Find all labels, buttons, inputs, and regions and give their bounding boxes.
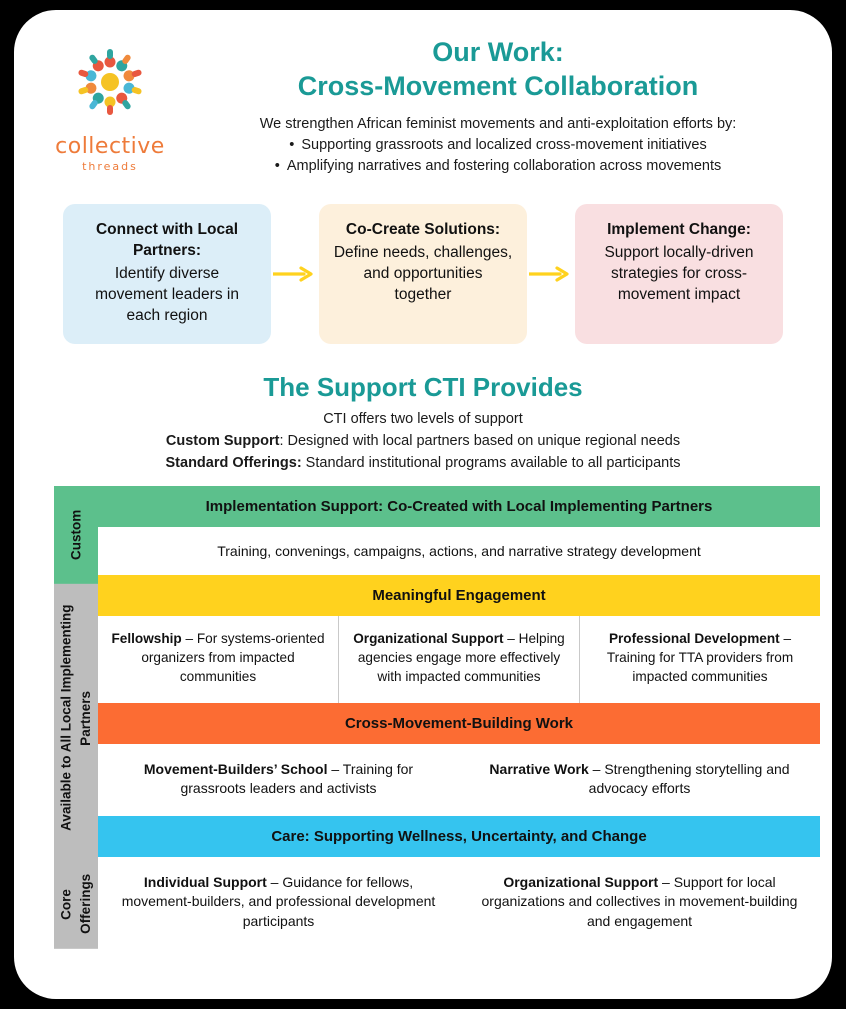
care-columns	[98, 857, 820, 949]
side-label-core-offerings: Core Offerings Available to All Local Implementing Partners	[54, 584, 98, 949]
band-care: Care: Supporting Wellness, Uncertainty, and Change	[98, 816, 820, 857]
arrow-right-icon	[527, 204, 575, 344]
offering-organizational-support-care: Organizational Support – Support for local organizations and collectives in movement-building and engagement	[481, 874, 798, 929]
flow-step-title: Implement Change:	[607, 221, 751, 238]
cross-movement-columns	[98, 744, 820, 817]
offering-narrative-work: Narrative Work – Strengthening storytelling and advocacy efforts	[489, 760, 790, 796]
support-sub-line2: Custom Support: Designed with local partners based on unique regional needs	[165, 432, 681, 449]
flow-step-implement	[575, 204, 783, 344]
flow-step-body: Identify diverse movement leaders in each region	[95, 264, 239, 324]
list-item: • Amplifying narratives and fostering collaboration across movements	[190, 156, 806, 178]
flow-step-title: Connect with Local Partners:	[95, 221, 239, 259]
offering-professional-development: Professional Development – Training for TTA providers from impacted communities	[606, 631, 794, 684]
band-cross-movement-building-work: Cross-Movement-Building Work	[98, 703, 820, 744]
flow-step-body: Define needs, challenges, and opportunities together	[333, 243, 513, 303]
flow-step-body: Support locally-driven strategies for cross-movement impact	[604, 243, 754, 303]
flow-step-connect	[63, 204, 271, 344]
page-title-line1: Our Work:	[432, 37, 564, 67]
logo	[40, 28, 180, 178]
poster-canvas	[14, 10, 832, 999]
support-sub-line3: Standard Offerings: Standard institutional programs available to all participants	[165, 454, 681, 471]
offering-movement-builders-school: Movement-Builders’ School – Training for grassroots leaders and activists	[143, 760, 414, 796]
logo-subtext: threads	[82, 160, 138, 173]
logo-wordmark: collective	[55, 134, 165, 159]
page-title-line2: Cross-Movement Collaboration	[297, 70, 699, 101]
offering-individual-support: Individual Support – Guidance for fellows, movement-builders, and professional development participants	[121, 874, 436, 929]
offering-fellowship: Fellowship – For systems-oriented organizers from impacted communities	[98, 616, 339, 702]
header	[14, 10, 832, 178]
header-bullets	[190, 135, 806, 179]
band-meaningful-engagement: Meaningful Engagement	[98, 575, 820, 616]
matrix-side-labels	[54, 486, 98, 949]
arrow-right-icon	[271, 204, 319, 344]
flow-step-title: Co-Create Solutions:	[345, 221, 501, 238]
flow-step-cocreate	[319, 204, 527, 344]
matrix-rows	[98, 486, 820, 949]
support-matrix	[54, 486, 820, 949]
process-flow	[34, 204, 812, 344]
implementation-support-description: Training, convenings, campaigns, actions, and narrative strategy development	[217, 543, 701, 560]
header-text	[180, 28, 806, 178]
support-section-title: The Support CTI Provides	[263, 372, 583, 402]
list-item: • Supporting grassroots and localized cross-movement initiatives	[190, 135, 806, 157]
meaningful-engagement-columns	[98, 616, 820, 702]
offering-organizational-support: Organizational Support – Helping agencies engage more effectively with impacted communities	[339, 616, 580, 702]
header-lede: We strengthen African feminist movements and anti-exploitation efforts by:	[259, 115, 737, 132]
band-implementation-support: Implementation Support: Co-Created with Local Implementing Partners	[98, 486, 820, 527]
collective-threads-mandala-logo	[58, 38, 162, 130]
support-sub-line1: CTI offers two levels of support	[323, 411, 523, 427]
side-label-custom: Custom	[54, 486, 98, 584]
support-section-subtitle	[14, 409, 832, 474]
